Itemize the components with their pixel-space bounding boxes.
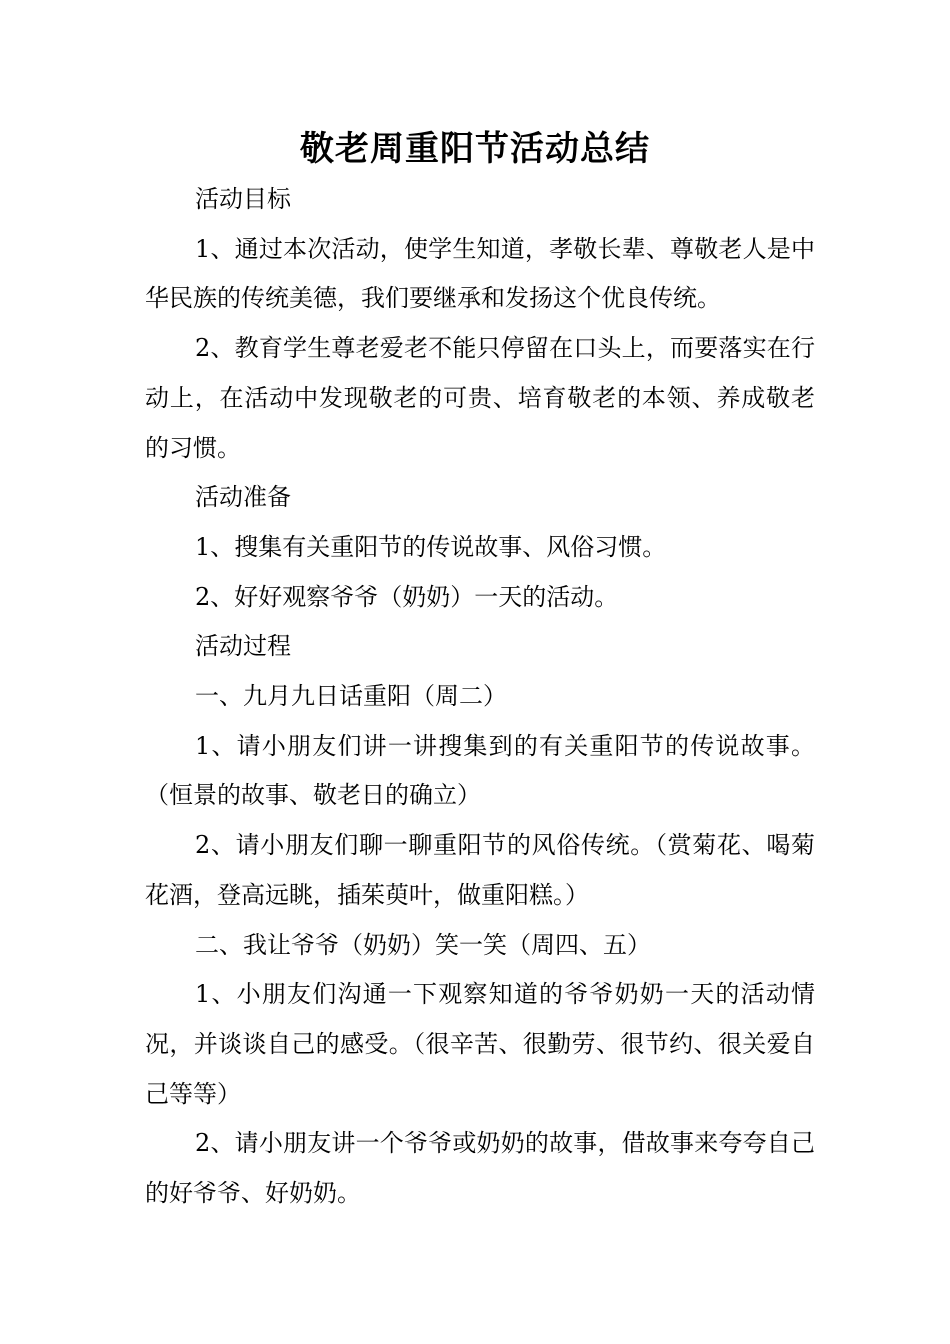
paragraph-prep-1: 1、搜集有关重阳节的传说故事、风俗习惯。	[195, 532, 667, 561]
paragraph-process-2-1: 1、小朋友们沟通一下观察知道的爷爷奶奶一天的活动情况，并谈谈自己的感受。（很辛苦、很勤劳、很节约、很关爱自己等等）	[145, 980, 815, 1108]
paragraph-process-1-2: 2、请小朋友们聊一聊重阳节的风俗传统。（赏菊花、喝菊花酒，登高远眺，插茱萸叶，做重阳糕。）	[145, 831, 815, 909]
section-heading-process: 活动过程	[195, 632, 291, 661]
document-title: 敬老周重阳节活动总结	[300, 129, 650, 169]
paragraph-goal-2: 2、教育学生尊老爱老不能只停留在口头上，而要落实在行动上，在活动中发现敬老的可贵、培育敬老的本领、养成敬老的习惯。	[145, 334, 815, 462]
section-heading-preparation: 活动准备	[195, 483, 291, 512]
section-heading-goals: 活动目标	[195, 185, 291, 213]
paragraph-prep-2: 2、好好观察爷爷（奶奶）一天的活动。	[195, 582, 619, 611]
paragraph-process-2-2: 2、请小朋友讲一个爷爷或奶奶的故事，借故事来夸夸自己的好爷爷、好奶奶。	[145, 1129, 815, 1208]
document-body	[145, 175, 815, 1219]
paragraph-process-1-1: 1、请小朋友们讲一讲搜集到的有关重阳节的传说故事。（恒景的故事、敬老日的确立）	[145, 731, 815, 810]
subsection-heading-2: 二、我让爷爷（奶奶）笑一笑（周四、五）	[195, 930, 651, 959]
subsection-heading-1: 一、九月九日话重阳（周二）	[195, 682, 507, 711]
paragraph-goal-1: 1、通过本次活动，使学生知道，孝敬长辈、尊敬老人是中华民族的传统美德，我们要继承和发扬这个优良传统。	[145, 234, 815, 313]
